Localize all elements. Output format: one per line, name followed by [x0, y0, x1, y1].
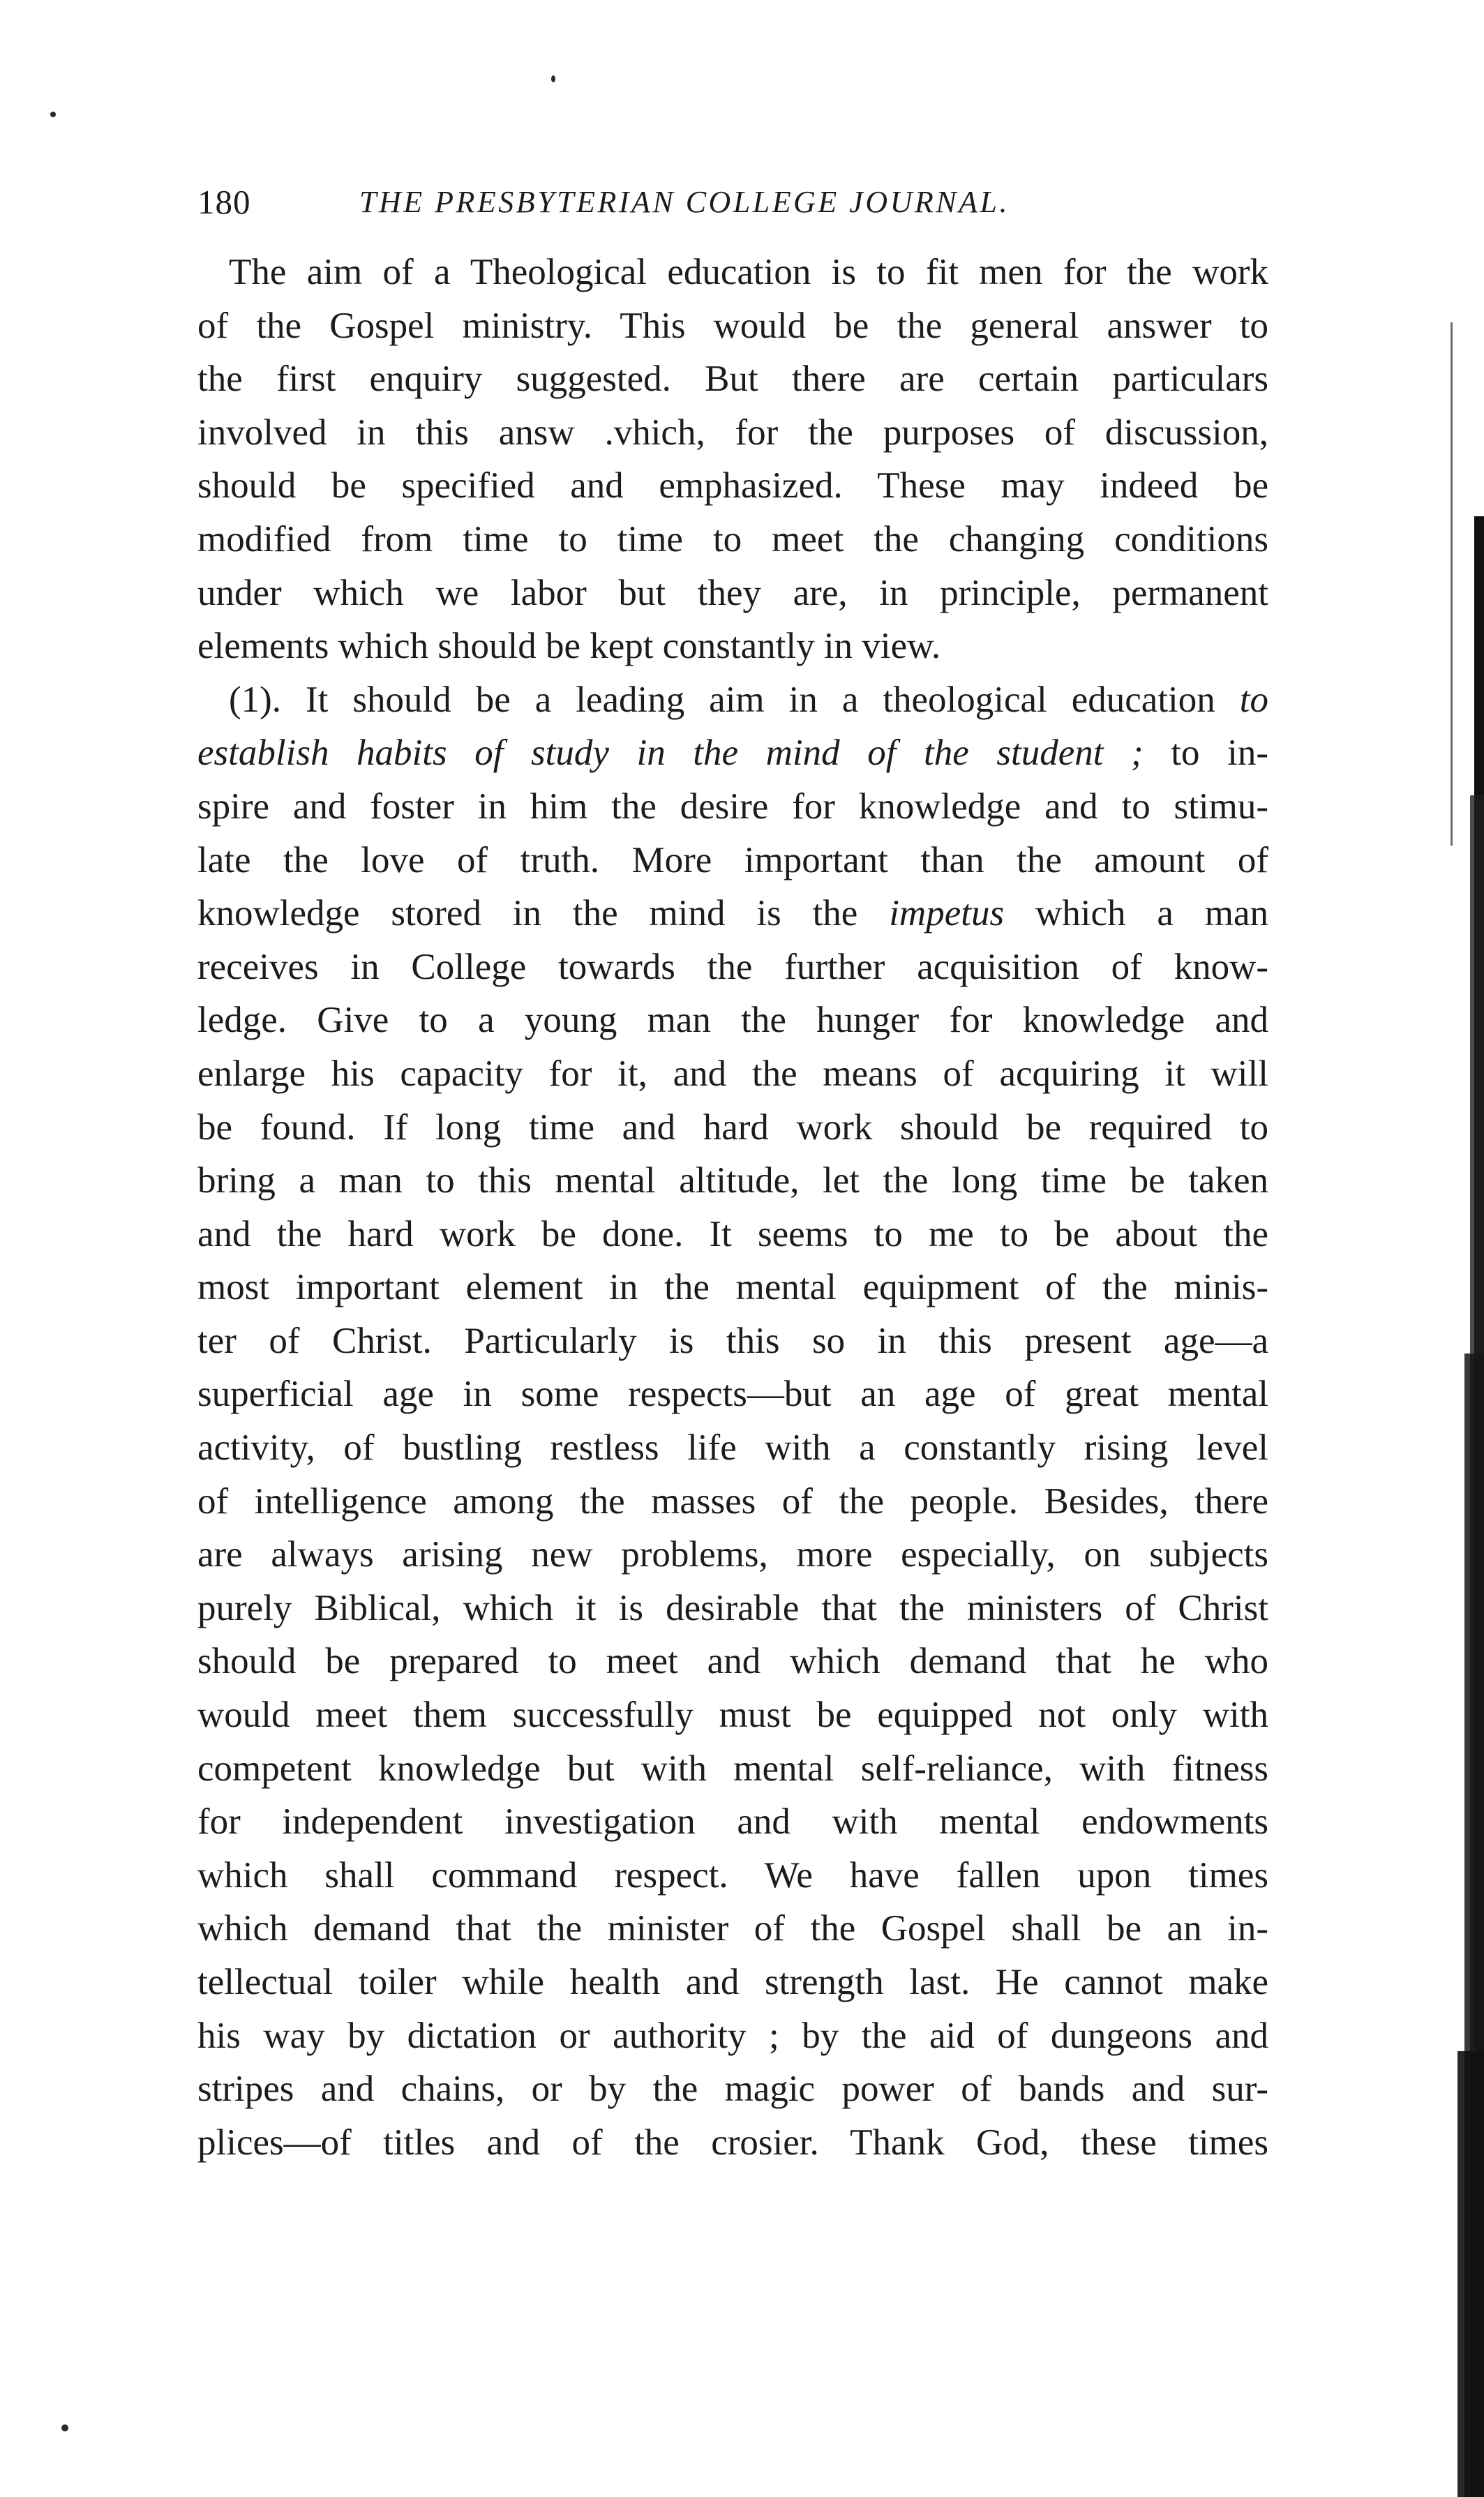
text-line: superficial age in some respects—but an age of great mental: [197, 1374, 1268, 1415]
text-line: plices—of titles and of the crosier. Thank God, these times: [197, 2122, 1268, 2163]
text-line: receives in College towards the further acquisition of know-: [197, 946, 1268, 987]
text-line: are always arising new problems, more especially, on subjects: [197, 1534, 1268, 1575]
body-text: [197, 246, 1268, 2169]
text-line: of intelligence among the masses of the people. Besides, there: [197, 1480, 1268, 1522]
text-line: enlarge his capacity for it, and the means of acquiring it will: [197, 1053, 1268, 1094]
text-line: his way by dictation or authority ; by the aid of dungeons and: [197, 2015, 1268, 2056]
italic-run: to: [1239, 679, 1268, 720]
scan-edge-shadow: [1453, 307, 1484, 2497]
text-run: knowledge stored in the mind is the: [197, 893, 890, 934]
text-line: modified from time to time to meet the changing conditions: [197, 518, 1268, 560]
page-number: 180: [197, 183, 251, 221]
text-line: most important element in the mental equipment of the minis-: [197, 1267, 1268, 1308]
text-line: of the Gospel ministry. This would be the general answer to: [197, 305, 1268, 346]
text-line: be found. If long time and hard work should be required to: [197, 1107, 1268, 1148]
text-line: [197, 726, 1268, 780]
text-line: [197, 887, 1268, 940]
text-line: [197, 673, 1268, 727]
text-line: which demand that the minister of the Gospel shall be an in-: [197, 1908, 1268, 1949]
scan-speck: [551, 75, 555, 82]
text-line: ledge. Give to a young man the hunger for knowledge and: [197, 1000, 1268, 1041]
text-line: the first enquiry suggested. But there are certain particulars: [197, 359, 1268, 400]
italic-run: impetus: [889, 893, 1005, 934]
text-run: (1). It should be a leading aim in a theological education: [229, 679, 1240, 720]
text-line: bring a man to this mental altitude, let the long time be taken: [197, 1160, 1268, 1201]
running-head: [197, 174, 1286, 230]
text-line: ter of Christ. Particularly is this so in this present age—a: [197, 1320, 1268, 1361]
text-line: and the hard work be done. It seems to me to be about the: [197, 1213, 1268, 1254]
text-line: competent knowledge but with mental self-reliance, with fitness: [197, 1748, 1268, 1789]
text-line: involved in this answ .vhich, for the purposes of discussion,: [197, 412, 1268, 453]
text-run: which a man: [1004, 893, 1268, 934]
text-line: would meet them successfully must be equipped not only with: [197, 1695, 1268, 1736]
text-line: which shall command respect. We have fallen upon times: [197, 1854, 1268, 1896]
scan-edge-line: [1451, 322, 1453, 846]
text-line: tellectual toiler while health and strength last. He cannot make: [197, 1962, 1268, 2002]
text-line: purely Biblical, which it is desirable that the ministers of Christ: [197, 1587, 1268, 1628]
text-line: spire and foster in him the desire for knowledge and to stimu-: [197, 786, 1268, 827]
scan-speck: [50, 112, 56, 117]
italic-run: establish habits of study in the mind of the student ;: [197, 733, 1144, 774]
text-line: The aim of a Theological education is to fit men for the work: [229, 252, 1268, 292]
text-line: activity, of bustling restless life with a constantly rising level: [197, 1427, 1268, 1469]
scan-speck: [61, 2424, 68, 2431]
text-line: elements which should be kept constantly in view.: [197, 626, 941, 667]
journal-title: THE PRESBYTERIAN COLLEGE JOURNAL.: [359, 185, 1010, 219]
text-line: late the love of truth. More important than the amount of: [197, 839, 1268, 880]
text-line: should be prepared to meet and which demand that he who: [197, 1641, 1268, 1682]
text-line: under which we labor but they are, in principle, permanent: [197, 572, 1268, 613]
text-line: for independent investigation and with mental endowments: [197, 1801, 1268, 1843]
text-run: to in-: [1143, 733, 1268, 774]
text-line: should be specified and emphasized. These may indeed be: [197, 465, 1268, 507]
text-line: stripes and chains, or by the magic power of bands and sur-: [197, 2069, 1268, 2110]
